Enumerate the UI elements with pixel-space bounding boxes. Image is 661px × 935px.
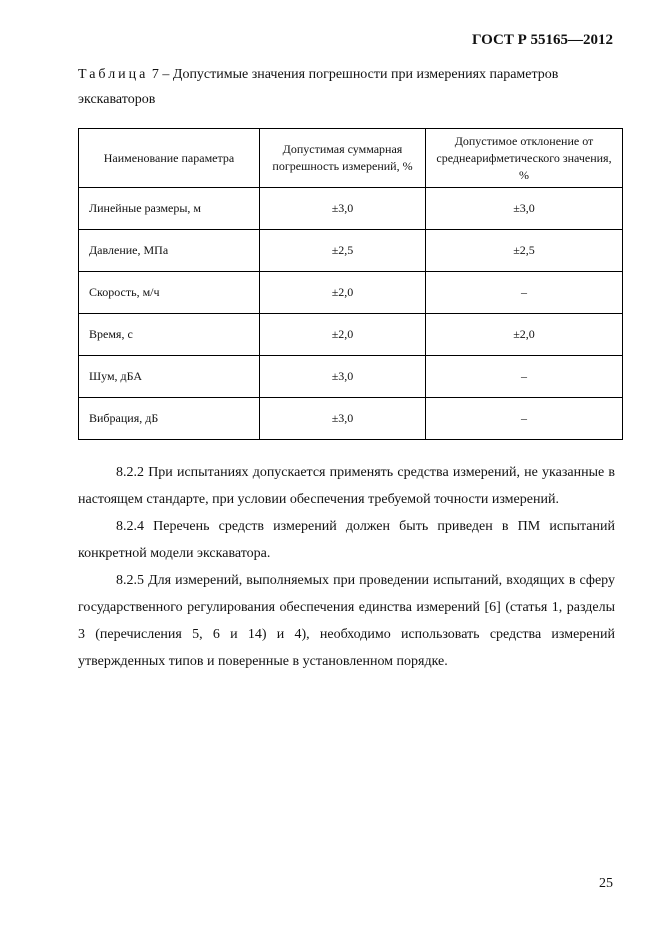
cell-parameter-name: Линейные размеры, м bbox=[79, 188, 260, 230]
document-code: ГОСТ Р 55165—2012 bbox=[471, 32, 613, 48]
cell-total-error: ±3,0 bbox=[260, 188, 426, 230]
paragraph-8-2-4: 8.2.4 Перечень средств измерений должен быть приведен в ПМ испытаний конкретной модели экскаватора. bbox=[78, 519, 615, 561]
cell-total-error: ±2,0 bbox=[260, 314, 426, 356]
column-header-deviation: Допустимое отклонение от среднеарифметического значения, % bbox=[426, 129, 623, 188]
cell-total-error: ±3,0 bbox=[260, 356, 426, 398]
column-header-parameter: Наименование параметра bbox=[79, 129, 260, 188]
cell-deviation: ±2,5 bbox=[426, 230, 623, 272]
page-number: 25 bbox=[599, 876, 613, 891]
paragraph-8-2-2: 8.2.2 При испытаниях допускается применять средства измерений, не указанные в настоящем стандарте, при условии обеспечения требуемой точности измерений. bbox=[78, 465, 615, 507]
cell-parameter-name: Скорость, м/ч bbox=[79, 272, 260, 314]
table-caption-text: 7 – Допустимые значения погрешности при измерениях параметров экскаваторов bbox=[78, 67, 559, 107]
cell-parameter-name: Вибрация, дБ bbox=[79, 398, 260, 440]
table-caption bbox=[78, 62, 618, 112]
cell-deviation: – bbox=[426, 272, 623, 314]
cell-parameter-name: Шум, дБА bbox=[79, 356, 260, 398]
table-row bbox=[79, 230, 623, 272]
cell-total-error: ±2,5 bbox=[260, 230, 426, 272]
table-row bbox=[79, 398, 623, 440]
table-row bbox=[79, 356, 623, 398]
cell-deviation: – bbox=[426, 356, 623, 398]
cell-parameter-name: Давление, МПа bbox=[79, 230, 260, 272]
cell-total-error: ±2,0 bbox=[260, 272, 426, 314]
cell-deviation: ±3,0 bbox=[426, 188, 623, 230]
cell-deviation: – bbox=[426, 398, 623, 440]
column-header-total-error: Допустимая суммарная погрешность измерений, % bbox=[260, 129, 426, 188]
paragraph-8-2-5: 8.2.5 Для измерений, выполняемых при проведении испытаний, входящих в сферу государственного регулирования обеспечения единства измерений [6] (статья 1, разделы 3 (перечисления 5, 6 и 14) и 4), необходимо использовать средства измерений утвержденных типов и поверенные в установленном порядке. bbox=[78, 573, 615, 669]
cell-deviation: ±2,0 bbox=[426, 314, 623, 356]
table-row bbox=[79, 272, 623, 314]
table-row bbox=[79, 314, 623, 356]
table-row bbox=[79, 188, 623, 230]
table-caption-label: Таблица bbox=[78, 67, 149, 82]
cell-parameter-name: Время, с bbox=[79, 314, 260, 356]
parameters-table bbox=[78, 128, 623, 440]
table-header-row bbox=[79, 129, 623, 188]
cell-total-error: ±3,0 bbox=[260, 398, 426, 440]
body-text bbox=[78, 459, 615, 675]
